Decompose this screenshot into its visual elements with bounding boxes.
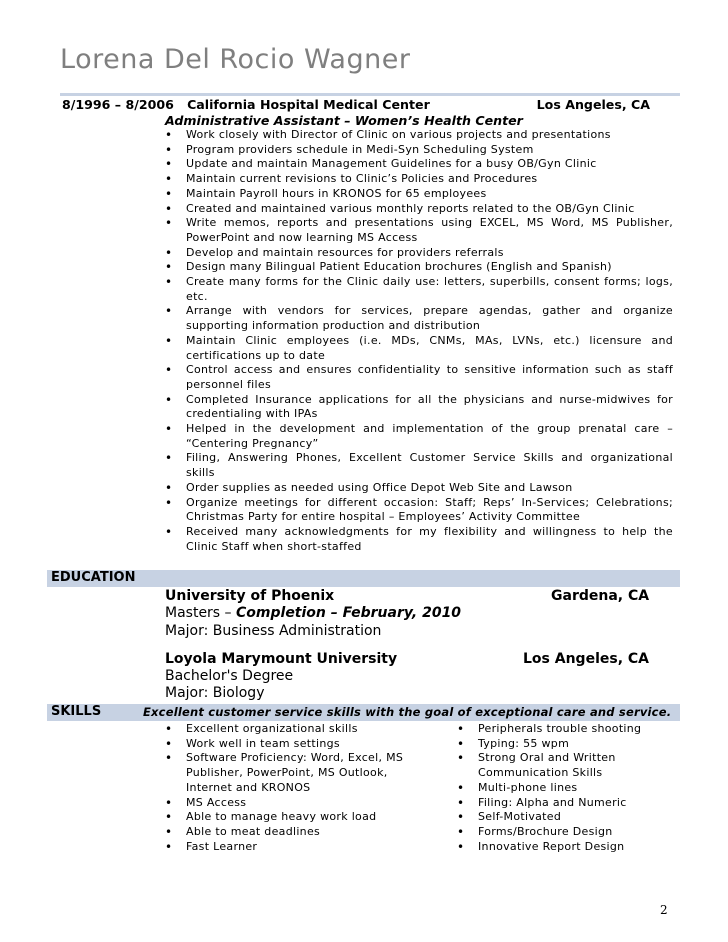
duty-item: • Organize meetings for different occasion: Staff; Reps’ In-Services; Celebrations; Christmas Party for entire hospital – Employees’ Activity Committee bbox=[165, 496, 673, 525]
duty-item: • Write memos, reports and presentations using EXCEL, MS Word, MS Publisher, PowerPoint and now learning MS Access bbox=[165, 216, 673, 245]
skill-item: • Peripherals trouble shooting bbox=[457, 722, 682, 737]
skill-item: • Strong Oral and Written Communication Skills bbox=[457, 751, 682, 780]
degree bbox=[165, 605, 461, 621]
major: Major: Business Administration bbox=[165, 623, 382, 639]
resume-name: Lorena Del Rocio Wagner bbox=[60, 44, 411, 75]
skill-item: • Work well in team settings bbox=[165, 737, 435, 752]
duty-item: • Arrange with vendors for services, prepare agendas, gather and organize supporting information production and distribution bbox=[165, 304, 673, 333]
skills-right-list bbox=[457, 722, 682, 854]
duty-item: • Maintain Payroll hours in KRONOS for 65 employees bbox=[165, 187, 673, 202]
skill-item: • Able to manage heavy work load bbox=[165, 810, 435, 825]
duty-item: • Order supplies as needed using Office Depot Web Site and Lawson bbox=[165, 481, 673, 496]
duty-item: • Work closely with Director of Clinic on various projects and presentations bbox=[165, 128, 673, 143]
duty-item: • Completed Insurance applications for all the physicians and nurse-midwives for credentialing with IPAs bbox=[165, 393, 673, 422]
education-band bbox=[47, 570, 680, 587]
skills-left-list bbox=[165, 722, 435, 854]
job-location: Los Angeles, CA bbox=[536, 97, 650, 112]
school-name: University of Phoenix bbox=[165, 588, 335, 604]
duty-item: • Create many forms for the Clinic daily use: letters, superbills, consent forms; logs, etc. bbox=[165, 275, 673, 304]
skill-item: • Forms/Brochure Design bbox=[457, 825, 682, 840]
school-location: Los Angeles, CA bbox=[523, 651, 649, 667]
duty-item: • Filing, Answering Phones, Excellent Customer Service Skills and organizational skills bbox=[165, 451, 673, 480]
page-number: 2 bbox=[660, 903, 668, 917]
duty-item: • Develop and maintain resources for providers referrals bbox=[165, 246, 673, 261]
skill-item: • Able to meat deadlines bbox=[165, 825, 435, 840]
header-rule bbox=[60, 93, 680, 96]
duty-item: • Control access and ensures confidentiality to sensitive information such as staff personnel files bbox=[165, 363, 673, 392]
major: Major: Biology bbox=[165, 685, 265, 701]
skill-item: • Excellent organizational skills bbox=[165, 722, 435, 737]
skill-item: • Fast Learner bbox=[165, 840, 435, 855]
job-employer: California Hospital Medical Center bbox=[187, 97, 430, 112]
degree-completion: Completion – February, 2010 bbox=[236, 605, 462, 621]
duties-list bbox=[165, 128, 673, 554]
skill-item: • Multi-phone lines bbox=[457, 781, 682, 796]
duty-item: • Program providers schedule in Medi-Syn Scheduling System bbox=[165, 143, 673, 158]
duty-item: • Maintain current revisions to Clinic’s Policies and Procedures bbox=[165, 172, 673, 187]
job-dates: 8/1996 – 8/2006 bbox=[62, 97, 174, 112]
skills-heading: SKILLS bbox=[51, 704, 102, 719]
job-title: Administrative Assistant – Women’s Health Center bbox=[165, 113, 523, 128]
skills-tagline: Excellent customer service skills with the goal of exceptional care and service. bbox=[143, 705, 672, 719]
skill-item: • Innovative Report Design bbox=[457, 840, 682, 855]
duty-item: • Maintain Clinic employees (i.e. MDs, CNMs, MAs, LVNs, etc.) licensure and certifications up to date bbox=[165, 334, 673, 363]
degree-prefix: Masters – bbox=[165, 605, 237, 621]
duty-item: • Update and maintain Management Guidelines for a busy OB/Gyn Clinic bbox=[165, 157, 673, 172]
duty-item: • Received many acknowledgments for my flexibility and willingness to help the Clinic Staff when short-staffed bbox=[165, 525, 673, 554]
duty-item: • Design many Bilingual Patient Education brochures (English and Spanish) bbox=[165, 260, 673, 275]
job-header bbox=[62, 97, 660, 112]
duty-item: • Created and maintained various monthly reports related to the OB/Gyn Clinic bbox=[165, 202, 673, 217]
skill-item: • Software Proficiency: Word, Excel, MS Publisher, PowerPoint, MS Outlook, Internet and KRONOS bbox=[165, 751, 435, 795]
degree: Bachelor's Degree bbox=[165, 668, 294, 684]
skill-item: • Typing: 55 wpm bbox=[457, 737, 682, 752]
school-location: Gardena, CA bbox=[551, 588, 650, 604]
education-heading: EDUCATION bbox=[51, 570, 136, 585]
skill-item: • Self-Motivated bbox=[457, 810, 682, 825]
skills-band bbox=[47, 704, 680, 721]
skill-item: • Filing: Alpha and Numeric bbox=[457, 796, 682, 811]
duty-item: • Helped in the development and implementation of the group prenatal care – “Centering Pregnancy” bbox=[165, 422, 673, 451]
school-name: Loyola Marymount University bbox=[165, 651, 398, 667]
skill-item: • MS Access bbox=[165, 796, 435, 811]
